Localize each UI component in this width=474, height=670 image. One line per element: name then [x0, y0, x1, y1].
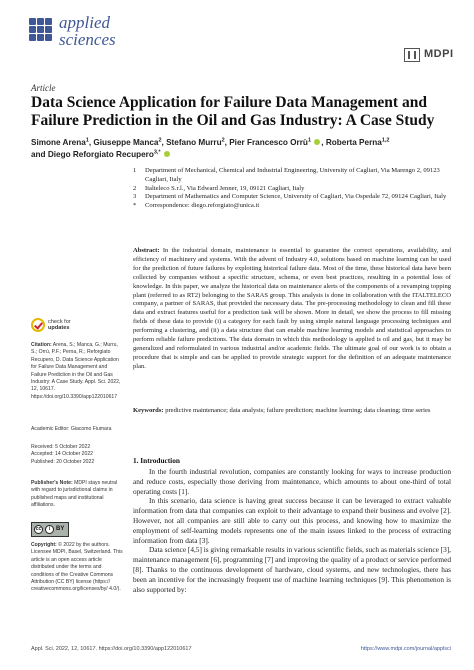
journal-name-line1: applied — [59, 13, 110, 32]
author: Giuseppe Manca$^2$, — [93, 137, 167, 147]
cc-icon: cc — [35, 526, 42, 532]
mdpi-icon — [404, 48, 420, 62]
paragraph: Data science [4,5] is giving remarkable results in various scientific fields, such as materials science [3], maintenance management [6], programming [7] and improving the quality of a product or service performed [8]. Thanks to the continuous development of hardware, cloud systems, and new technologies, there has been an incentive for the increasingly frequent use of machine learning techniques [9]. This phenomenon is also supported by: — [133, 545, 451, 594]
citation — [31, 342, 123, 401]
orcid-icon[interactable] — [314, 139, 320, 145]
publisher-note — [31, 480, 123, 510]
paragraph: In the fourth industrial revolution, companies are constantly looking for ways to increase production and reduce costs, especially those deriving from maintenance, which amounts to about one-third of total operating costs [1]. — [133, 467, 451, 496]
publisher-logo — [404, 46, 458, 64]
attribution-icon: i — [45, 525, 54, 534]
journal-name-line2: sciences — [59, 30, 116, 49]
author: Stefano Murru$^2$, — [166, 137, 230, 147]
keywords — [133, 407, 451, 416]
abstract-label: Abstract: — [133, 247, 160, 254]
citation-text: Arena, S.; Manca, G.; Murru, S.; Orrù, P.F.; Perna, R.; Reforgiato Recupero, D. Data Science Application for Failure Data Management and Failure Prediction in the Oil and Gas Industry: A Case Study. Appl. Sci. 2022, 12, 10617. https://doi.org/10.3390/app122010617 — [31, 342, 121, 400]
keywords-text: predictive maintenance; data analysis; failure prediction; machine learning; data cleaning; time series — [165, 407, 431, 414]
author: Simone Arena$^1$, — [31, 137, 94, 147]
date-published: Published: 20 October 2022 — [31, 458, 95, 465]
license-badge-text: BY — [56, 526, 65, 532]
paragraph: In this scenario, data science is having great success because it can be leveraged to extract valuable information from data that companies can exploit to their advantage to expand their business and evolve [2]. However, not all companies are still able to carry out this process, and knowing how to maximize the employment of self-learning models represents one of the main issues linked to the process of extracting information from data [3]. — [133, 496, 451, 545]
affiliation-correspondence: * Correspondence: diego.reforgiato@unica.it — [133, 202, 260, 210]
date-received: Received: 5 October 2022 — [31, 444, 91, 450]
cc-by-license-badge[interactable] — [31, 522, 69, 537]
footer-citation: Appl. Sci. 2022, 12, 10617. https://doi.org/10.3390/app122010617 — [31, 646, 192, 652]
affiliation: 1 Department of Mechanical, Chemical and Industrial Engineering, University of Cagliari, Via Marengo 2, 09123 Cagliari, Italy — [133, 167, 440, 183]
affiliation: 2 Italteleco S.r.l., Via Edward Jenner, 19, 09121 Cagliari, Italy — [133, 184, 305, 192]
body-text — [133, 467, 451, 594]
author: Roberta Perna$^{1,2}$ — [325, 137, 390, 147]
check-updates-icon — [31, 318, 45, 332]
article-type: Article — [31, 83, 56, 93]
journal-link[interactable]: https://www.mdpi.com/journal/applsci — [360, 646, 451, 652]
abstract — [133, 247, 451, 372]
copyright-text: © 2022 by the authors. Licensee MDPI, Basel, Switzerland. This article is an open access article distributed under the terms and conditions of the Creative Commons Attribution (CC BY) license (https:// creativecommons.org/licenses/by/ 4.0/). — [31, 542, 123, 593]
check-updates-label: check for updates — [48, 319, 71, 332]
dates — [31, 444, 123, 466]
journal-logo — [29, 14, 179, 72]
check-for-updates-button[interactable] — [31, 318, 101, 334]
section-heading: 1. Introduction — [133, 456, 180, 465]
abstract-text: In the industrial domain, maintenance is essential to guarantee the correct operations, availability, and efficiency of machinery and systems. With the advent of Industry 4.0, solutions based on machine learning can be used for the prediction of future failures by exploiting historical failure data. Most of the time, these historical data have been collected by companies without a specific structure, schema, or even best practices, resulting in a potential loss of knowledge. In this paper, we analyze the historical data on maintenance alerts of the components of a revamping topping plant (referred to as RT2) belonging to the SARAS group. This analysis is done in collaboration with the ITALTELECO company, a partner of SARAS, that provided the necessary data. The pre-processing methodology to clean and fill these data and extract features useful for a prediction task will be shown. More in detail, we show the process to fill missing fields of these data to provide (i) a category for each fault by using simple natural language processing techniques and performing a clustering, and (ii) a data structure that can enable machine learning models and statistical approaches to perform reliable failure predictions. The data domain in which this methodology is applied is oil and gas, but it may be generalized and reformulated in various industrial and/or academic fields. The ultimate goal of our work is to obtain a procedure that is simple and can be applied to provide strategic support for the definition of an adequate maintenance plan. — [133, 247, 451, 370]
academic-editor: Academic Editor: Giacomo Fiumara — [31, 426, 112, 432]
page-footer — [31, 646, 451, 652]
publisher-note-text: MDPI stays neutral with regard to jurisdictional claims in published maps and institutional affiliations. — [31, 480, 118, 509]
copyright — [31, 542, 123, 594]
citation-label: Citation: — [31, 342, 52, 348]
copyright-label: Copyright: — [31, 542, 57, 548]
keywords-label: Keywords: — [133, 407, 164, 414]
orcid-icon[interactable] — [164, 151, 170, 157]
author: and Diego Reforgiato Recupero$^{3,*}$ — [31, 150, 171, 159]
affiliation: 3 Department of Mathematics and Computer Science, University of Cagliari, Via Ospedale 72, 09124 Cagliari, Italy — [133, 193, 447, 201]
journal-logo-icon — [29, 18, 53, 44]
journal-name — [59, 14, 116, 48]
affiliations — [133, 167, 453, 211]
paper-title: Data Science Application for Failure Data Management and Failure Prediction in the Oil and Gas Industry: A Case Study — [31, 94, 435, 129]
author: Pier Francesco Orrù$^1$ , — [229, 137, 326, 147]
date-accepted: Accepted: 14 October 2022 — [31, 451, 94, 458]
author-list — [31, 135, 451, 160]
publisher-label: MDPI — [424, 48, 454, 60]
publisher-note-label: Publisher's Note: — [31, 480, 73, 486]
